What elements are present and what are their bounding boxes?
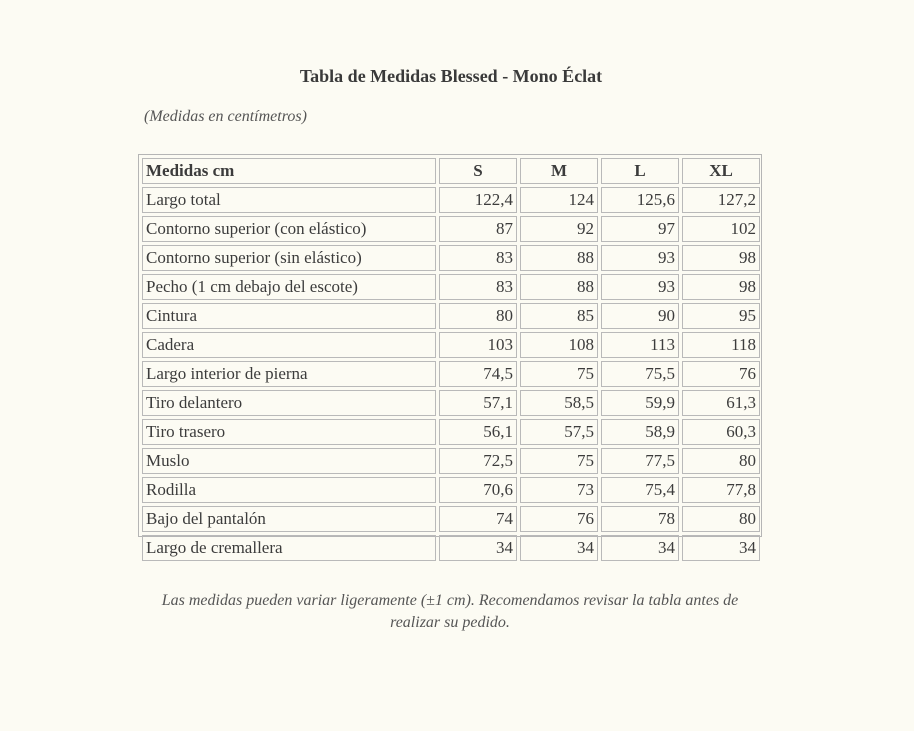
row-label: Contorno superior (con elástico) xyxy=(142,216,436,242)
table-cell: 87 xyxy=(439,216,517,242)
table-cell: 75 xyxy=(520,361,598,387)
row-label: Largo total xyxy=(142,187,436,213)
table-cell: 125,6 xyxy=(601,187,679,213)
table-cell: 70,6 xyxy=(439,477,517,503)
page-title: Tabla de Medidas Blessed - Mono Éclat xyxy=(299,66,603,86)
table-cell: 124 xyxy=(520,187,598,213)
table-cell: 80 xyxy=(682,448,760,474)
header-size-l: L xyxy=(601,158,679,184)
table-row xyxy=(142,535,760,561)
table-cell: 122,4 xyxy=(439,187,517,213)
table-cell: 57,5 xyxy=(520,419,598,445)
table-row xyxy=(142,448,760,474)
row-label: Tiro delantero xyxy=(142,390,436,416)
table-cell: 97 xyxy=(601,216,679,242)
row-label: Bajo del pantalón xyxy=(142,506,436,532)
table-cell: 108 xyxy=(520,332,598,358)
table-cell: 76 xyxy=(682,361,760,387)
table-cell: 102 xyxy=(682,216,760,242)
table-row xyxy=(142,245,760,271)
header-size-xl: XL xyxy=(682,158,760,184)
row-label: Cadera xyxy=(142,332,436,358)
table-cell: 75 xyxy=(520,448,598,474)
row-label: Muslo xyxy=(142,448,436,474)
table-cell: 59,9 xyxy=(601,390,679,416)
table-cell: 34 xyxy=(520,535,598,561)
table-cell: 34 xyxy=(601,535,679,561)
table-cell: 57,1 xyxy=(439,390,517,416)
table-cell: 90 xyxy=(601,303,679,329)
table-cell: 56,1 xyxy=(439,419,517,445)
table-cell: 58,5 xyxy=(520,390,598,416)
table-cell: 80 xyxy=(439,303,517,329)
table-cell: 92 xyxy=(520,216,598,242)
table-cell: 60,3 xyxy=(682,419,760,445)
row-label: Rodilla xyxy=(142,477,436,503)
header-size-s: S xyxy=(439,158,517,184)
table-row xyxy=(142,390,760,416)
table-row xyxy=(142,303,760,329)
table-cell: 72,5 xyxy=(439,448,517,474)
table-cell: 74 xyxy=(439,506,517,532)
table-cell: 85 xyxy=(520,303,598,329)
size-chart-table xyxy=(138,154,762,557)
header-measure: Medidas cm xyxy=(142,158,436,184)
table-row xyxy=(142,332,760,358)
header-size-m: M xyxy=(520,158,598,184)
table-row xyxy=(142,274,760,300)
table-row xyxy=(142,361,760,387)
table-cell: 113 xyxy=(601,332,679,358)
table-cell: 98 xyxy=(682,274,760,300)
row-label: Largo interior de pierna xyxy=(142,361,436,387)
table-cell: 83 xyxy=(439,274,517,300)
table-cell: 83 xyxy=(439,245,517,271)
table-cell: 77,5 xyxy=(601,448,679,474)
table-cell: 98 xyxy=(682,245,760,271)
table-cell: 88 xyxy=(520,274,598,300)
table-cell: 127,2 xyxy=(682,187,760,213)
table-cell: 77,8 xyxy=(682,477,760,503)
table-cell: 103 xyxy=(439,332,517,358)
table-cell: 34 xyxy=(682,535,760,561)
table-cell: 75,5 xyxy=(601,361,679,387)
table-cell: 61,3 xyxy=(682,390,760,416)
table-cell: 118 xyxy=(682,332,760,358)
table-cell: 75,4 xyxy=(601,477,679,503)
table-cell: 80 xyxy=(682,506,760,532)
table-row xyxy=(142,187,760,213)
table-cell: 74,5 xyxy=(439,361,517,387)
row-label: Pecho (1 cm debajo del escote) xyxy=(142,274,436,300)
units-subtitle: (Medidas en centímetros) xyxy=(144,108,307,125)
table-cell: 34 xyxy=(439,535,517,561)
table-cell: 88 xyxy=(520,245,598,271)
table-row xyxy=(142,506,760,532)
table-cell: 58,9 xyxy=(601,419,679,445)
table-row xyxy=(142,419,760,445)
table-cell: 93 xyxy=(601,274,679,300)
row-label: Contorno superior (sin elástico) xyxy=(142,245,436,271)
row-label: Tiro trasero xyxy=(142,419,436,445)
disclaimer-note: Las medidas pueden variar ligeramente (±1 cm). Recomendamos revisar la tabla antes de realizar su pedido. xyxy=(161,592,739,631)
table-body xyxy=(142,187,760,561)
table-cell: 73 xyxy=(520,477,598,503)
row-label: Largo de cremallera xyxy=(142,535,436,561)
table-cell: 78 xyxy=(601,506,679,532)
row-label: Cintura xyxy=(142,303,436,329)
table-row xyxy=(142,216,760,242)
table-header-row xyxy=(142,158,760,184)
table-cell: 95 xyxy=(682,303,760,329)
table-cell: 93 xyxy=(601,245,679,271)
table-cell: 76 xyxy=(520,506,598,532)
size-table xyxy=(139,155,763,564)
table-row xyxy=(142,477,760,503)
